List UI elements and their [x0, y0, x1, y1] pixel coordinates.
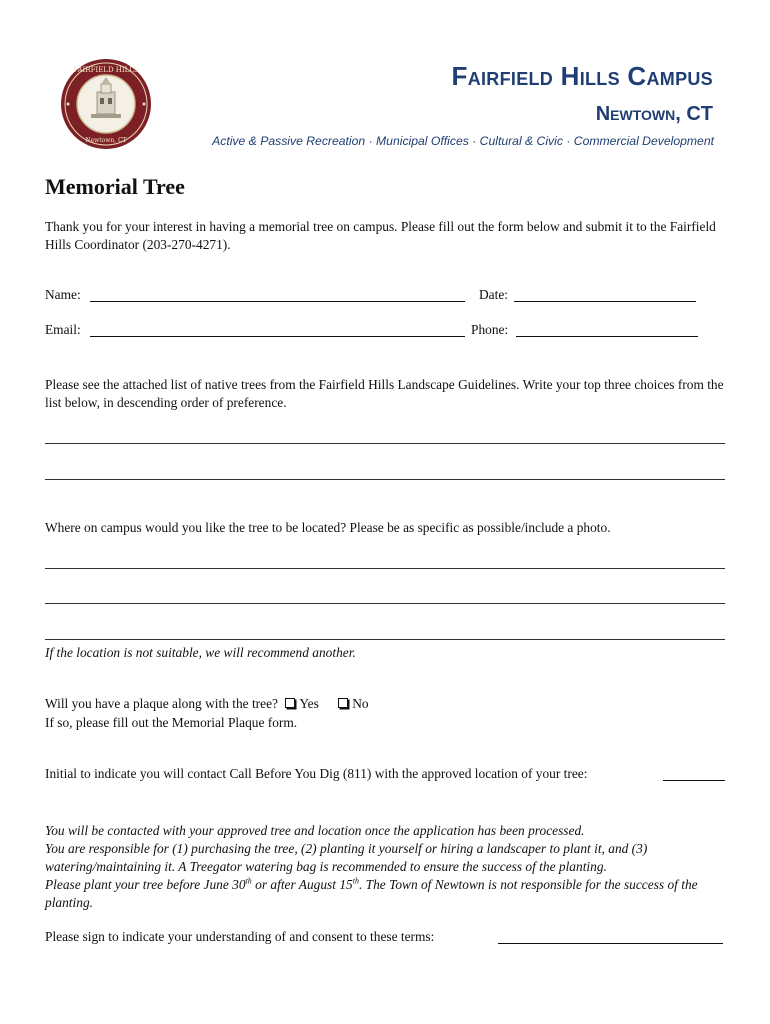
phone-field[interactable]	[516, 336, 698, 337]
name-field[interactable]	[90, 301, 465, 302]
initial-field[interactable]	[663, 780, 725, 781]
terms-line-3b: or after August 15	[251, 877, 353, 892]
checkbox-no[interactable]	[338, 698, 348, 708]
location-line-3[interactable]	[45, 639, 725, 640]
page-title: Memorial Tree	[45, 174, 185, 199]
plaque-no-label: No	[352, 696, 369, 711]
plaque-yes-option[interactable]	[281, 696, 318, 712]
terms-line-3	[45, 876, 730, 912]
tree-choice-line-2[interactable]	[45, 479, 725, 480]
name-label: Name:	[45, 287, 81, 302]
terms-line-3c: . The Town of Newtown is not responsible for the success of the planting.	[45, 877, 698, 910]
seal-text-bottom: Newtown, CT	[85, 137, 127, 144]
checkbox-yes[interactable]	[285, 698, 295, 708]
plaque-no-option[interactable]	[334, 696, 368, 712]
terms-line-3a: Please plant your tree before June 30	[45, 877, 246, 892]
terms-sup-2: th	[352, 876, 359, 886]
location-line-1[interactable]	[45, 568, 725, 569]
seal-text-top: FAIRFIELD HILLS	[73, 66, 139, 74]
location-line-2[interactable]	[45, 603, 725, 604]
campus-tagline: Active & Passive Recreation · Municipal Offices · Cultural & Civic · Commercial Development	[212, 134, 714, 148]
date-field[interactable]	[514, 301, 696, 302]
plaque-question: Will you have a plaque along with the tree?	[45, 696, 278, 711]
phone-label: Phone:	[471, 322, 509, 337]
tree-choice-line-1[interactable]	[45, 443, 725, 444]
date-label: Date:	[479, 287, 508, 302]
plaque-yes-label: Yes	[299, 696, 319, 711]
signature-field[interactable]	[498, 943, 723, 944]
campus-title: Fairfield Hills Campus	[451, 61, 713, 91]
terms-sup-1: th	[245, 876, 252, 886]
terms-line-2: You are responsible for (1) purchasing the tree, (2) planting it yourself or hiring a landscaper to plant it, and (3) watering/maintaining it. A Treegator watering bag is recommended to ensure the success of the planting.	[45, 841, 648, 874]
plaque-question-row	[45, 696, 369, 712]
email-field[interactable]	[90, 336, 465, 337]
initial-prompt: Initial to indicate you will contact Call Before You Dig (811) with the approved location of your tree:	[45, 766, 588, 781]
sign-prompt: Please sign to indicate your understanding of and consent to these terms:	[45, 929, 435, 944]
terms-line-1: You will be contacted with your approved tree and location once the application has been processed.	[45, 823, 585, 838]
tree-choices-prompt: Please see the attached list of native trees from the Fairfield Hills Landscape Guidelines. Write your top three choices from the list below, in descending order of preference.	[45, 377, 724, 410]
email-label: Email:	[45, 322, 81, 337]
campus-seal-logo	[60, 58, 152, 150]
location-note: If the location is not suitable, we will recommend another.	[45, 645, 356, 660]
campus-location: Newtown, CT	[595, 103, 713, 125]
location-prompt: Where on campus would you like the tree to be located? Please be as specific as possible/include a photo.	[45, 520, 611, 535]
plaque-followup: If so, please fill out the Memorial Plaque form.	[45, 715, 298, 730]
intro-text: Thank you for your interest in having a memorial tree on campus. Please fill out the form below and submit it to the Fairfield Hills Coordinator (203-270-4271).	[45, 219, 716, 252]
